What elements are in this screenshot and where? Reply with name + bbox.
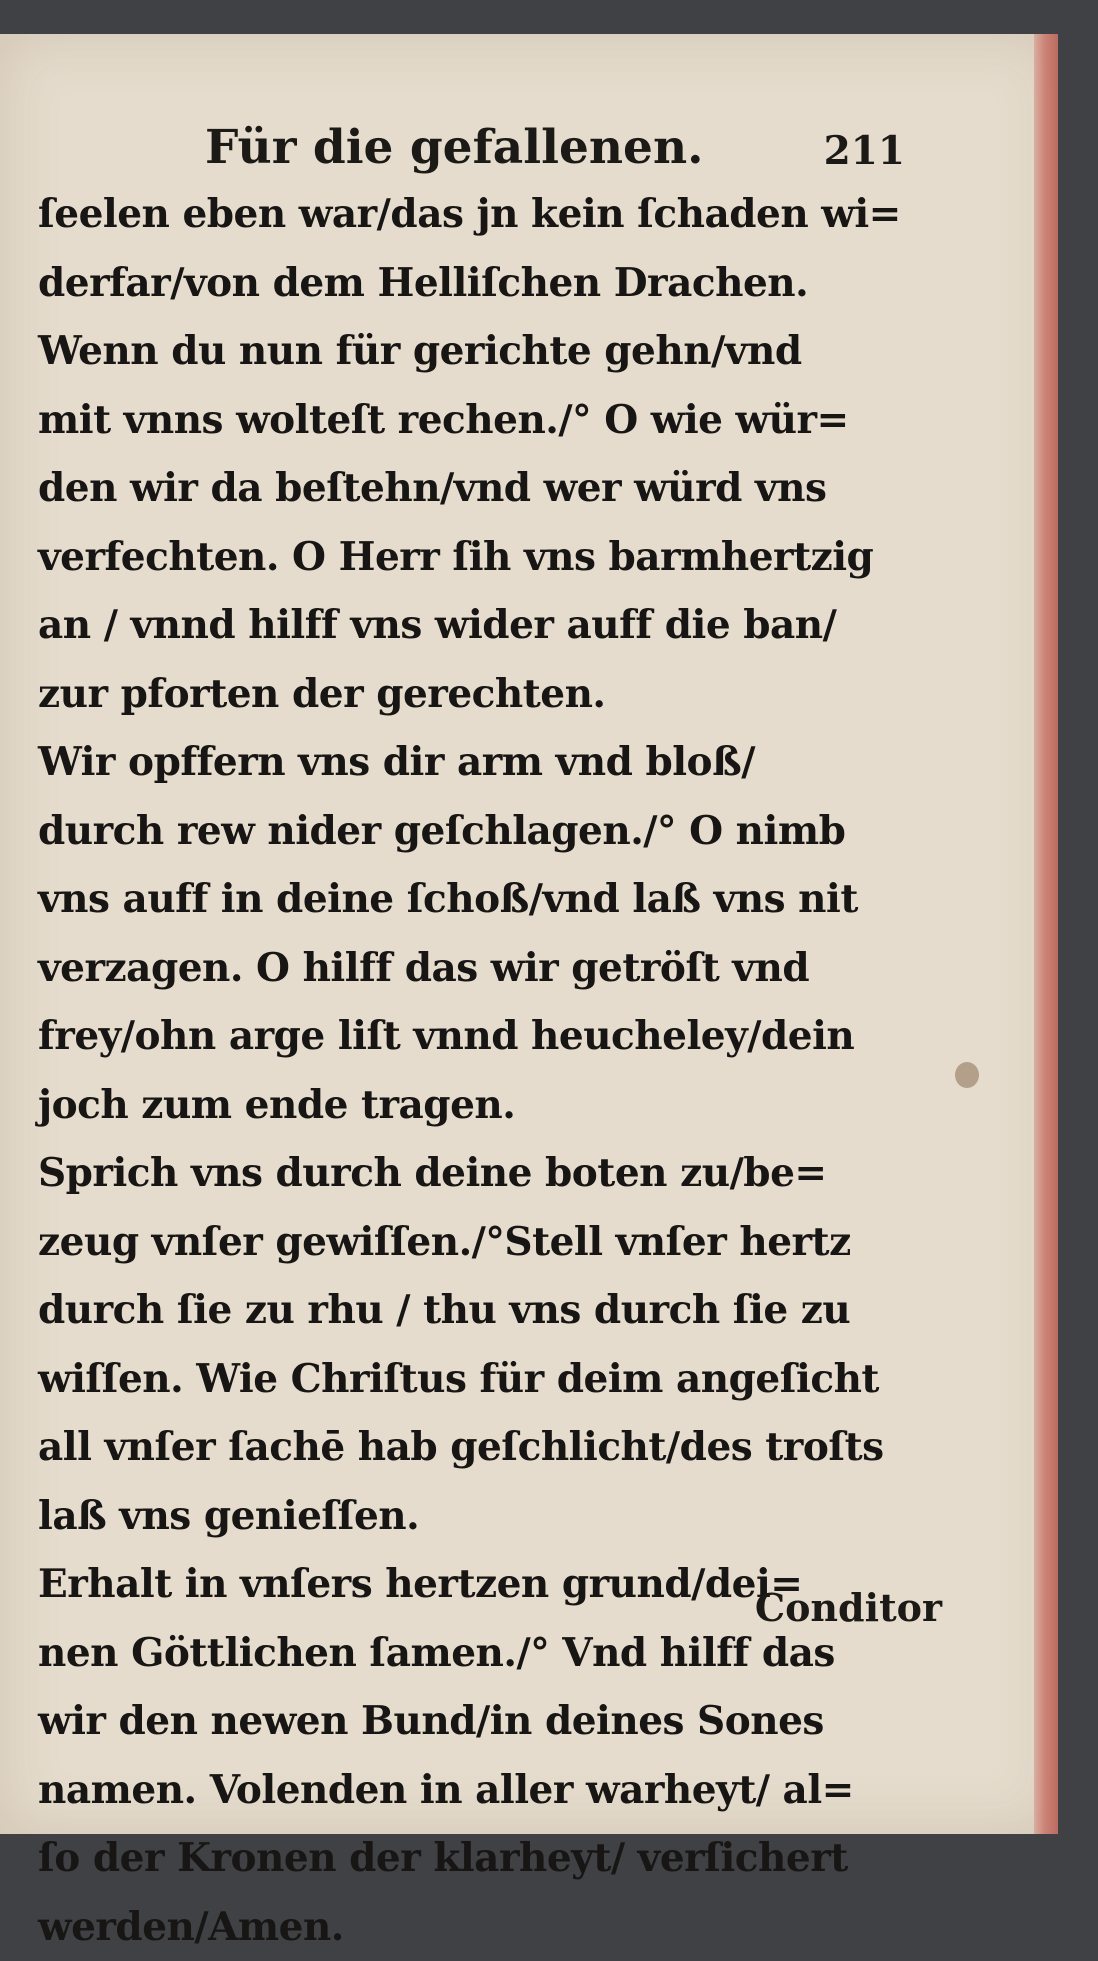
text-line: ſo der Kronen der klarheyt/ verſichert — [38, 1824, 918, 1893]
text-line: Wir opffern vns dir arm vnd bloß/ — [38, 728, 918, 797]
text-line: Sprich vns durch deine boten zu/be= — [38, 1139, 918, 1208]
body-text — [38, 180, 918, 1961]
text-line: durch ſie zu rhu / thu vns durch ſie zu — [38, 1276, 918, 1345]
text-line: werden/Amen. — [38, 1893, 918, 1961]
text-line: durch rew nider geſchlagen./° O nimb — [38, 797, 918, 866]
text-line: laß vns genieſſen. — [38, 1482, 918, 1551]
text-line: nen Göttlichen ſamen./° Vnd hilff das — [38, 1619, 918, 1688]
text-line: joch zum ende tragen. — [38, 1071, 918, 1140]
text-line: vns auff in deine ſchoß/vnd laß vns nit — [38, 865, 918, 934]
text-line: wir den newen Bund/in deines Sones — [38, 1687, 918, 1756]
text-line: verfechten. O Herr ſih vns barmhertzig — [38, 523, 918, 592]
text-line: den wir da beſtehn/vnd wer würd vns — [38, 454, 918, 523]
text-line: verzagen. O hilff das wir getröſt vnd — [38, 934, 918, 1003]
text-line: all vnſer ſachē hab geſchlicht/des troſts — [38, 1413, 918, 1482]
page-number: 211 — [824, 128, 905, 174]
text-line: wiſſen. Wie Chriſtus für deim angeſicht — [38, 1345, 918, 1414]
text-line: frey/ohn arge liſt vnnd heucheley/dein — [38, 1002, 918, 1071]
text-line: Erhalt in vnſers hertzen grund/dei= — [38, 1550, 918, 1619]
text-line: namen. Volenden in aller warheyt/ al= — [38, 1756, 918, 1825]
text-line: an / vnnd hilff vns wider auff die ban/ — [38, 591, 918, 660]
red-page-edge — [1034, 34, 1058, 1834]
text-line: mit vnns wolteſt rechen./° O wie wür= — [38, 386, 918, 455]
running-title: Für die gefallenen. — [205, 120, 703, 175]
text-line: ſeelen eben war/das jn kein ſchaden wi= — [38, 180, 918, 249]
text-line: zur pforten der gerechten. — [38, 660, 918, 729]
ink-stain — [955, 1062, 979, 1088]
text-line: Wenn du nun für gerichte gehn/vnd — [38, 317, 918, 386]
text-line: derfar/von dem Helliſchen Drachen. — [38, 249, 918, 318]
text-line: zeug vnſer gewiſſen./°Stell vnſer hertz — [38, 1208, 918, 1277]
catchword: Conditor — [755, 1585, 942, 1630]
